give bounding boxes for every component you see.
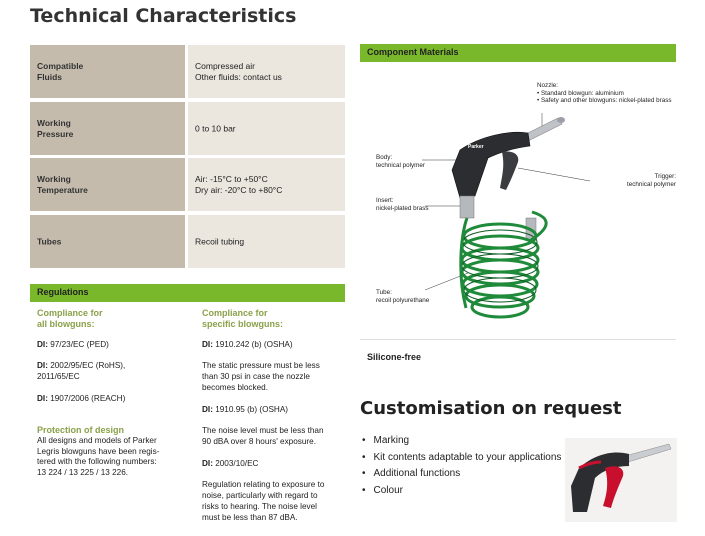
list-item: DI: 97/23/EC (PED) — [37, 339, 109, 349]
spec-row-tubes — [30, 215, 345, 268]
compliance-specific-heading: Compliance for specific blowguns: — [202, 308, 284, 329]
spec-value: 0 to 10 bar — [195, 123, 236, 133]
spec-row-pressure — [30, 102, 345, 155]
body-label: Body: technical polymer — [376, 154, 425, 169]
blowgun-illustration — [360, 78, 676, 340]
list-item: DI: 1907/2006 (REACH) — [37, 393, 126, 403]
brand-mark: Parker — [468, 144, 484, 150]
protection-heading: Protection of design — [37, 425, 125, 436]
list-item: • Kit contents adaptable to your applications — [362, 450, 561, 467]
regulations-title: Regulations — [37, 287, 89, 297]
spec-row-fluids — [30, 45, 345, 98]
spec-value: Recoil tubing — [195, 236, 245, 246]
spec-value: Air: -15°C to +50°C Dry air: -20°C to +80°C — [195, 173, 283, 195]
compliance-all-heading: Compliance for all blowguns: — [37, 308, 103, 329]
compliance-all-list — [37, 329, 195, 415]
silicone-free-label: Silicone-free — [367, 352, 422, 362]
list-item: DI: 1910.242 (b) (OSHA) — [202, 339, 293, 349]
spec-row-temperature — [30, 158, 345, 211]
compliance-specific-list — [202, 329, 347, 534]
protection-text: All designs and models of Parker Legris blowguns have been regis- tered with the following numbers: 13 224 / 13 225 / 13 226. — [37, 435, 160, 478]
insert-label: Insert: nickel-plated brass — [376, 197, 429, 212]
customisation-title: Customisation on request — [360, 398, 622, 419]
tube-label: Tube: recoil polyurethane — [376, 289, 430, 304]
list-item: The noise level must be less than 90 dBA over 8 hours' exposure. — [202, 426, 324, 446]
spec-label: Working Temperature — [37, 173, 88, 195]
list-item: • Marking — [362, 433, 561, 450]
list-item: DI: 2003/10/EC — [202, 458, 259, 468]
trigger-label: Trigger: technical polymer — [627, 173, 676, 188]
spec-label: Compatible Fluids — [37, 60, 84, 82]
list-item: • Colour — [362, 483, 561, 500]
list-item: DI: 1910.95 (b) (OSHA) — [202, 404, 289, 414]
page-title: Technical Characteristics — [30, 5, 297, 27]
spec-label: Working Pressure — [37, 117, 74, 139]
list-item: DI: 2002/95/EC (RoHS), 2011/65/EC — [37, 361, 126, 382]
customisation-list — [362, 433, 561, 499]
list-item: • Additional functions — [362, 466, 561, 483]
regulations-right-column — [202, 308, 347, 534]
regulations-left-column — [37, 308, 195, 479]
custom-blowgun-image — [565, 438, 677, 522]
nozzle-label: Nozzle: • Standard blowgun: aluminium • Safety and other blowguns: nickel-plated brass — [537, 82, 672, 104]
regulations-header — [30, 284, 345, 302]
spec-label: Tubes — [37, 236, 62, 246]
list-item: The static pressure must be less than 30 psi in case the nozzle becomes blocked. — [202, 361, 320, 392]
component-materials-title: Component Materials — [367, 47, 459, 57]
spec-value: Compressed air Other fluids: contact us — [195, 60, 282, 82]
component-materials-header — [360, 44, 676, 62]
list-item: Regulation relating to exposure to noise, particularly with regard to risks to hearing. The noise level must be less than 87 dBA. — [202, 480, 325, 522]
